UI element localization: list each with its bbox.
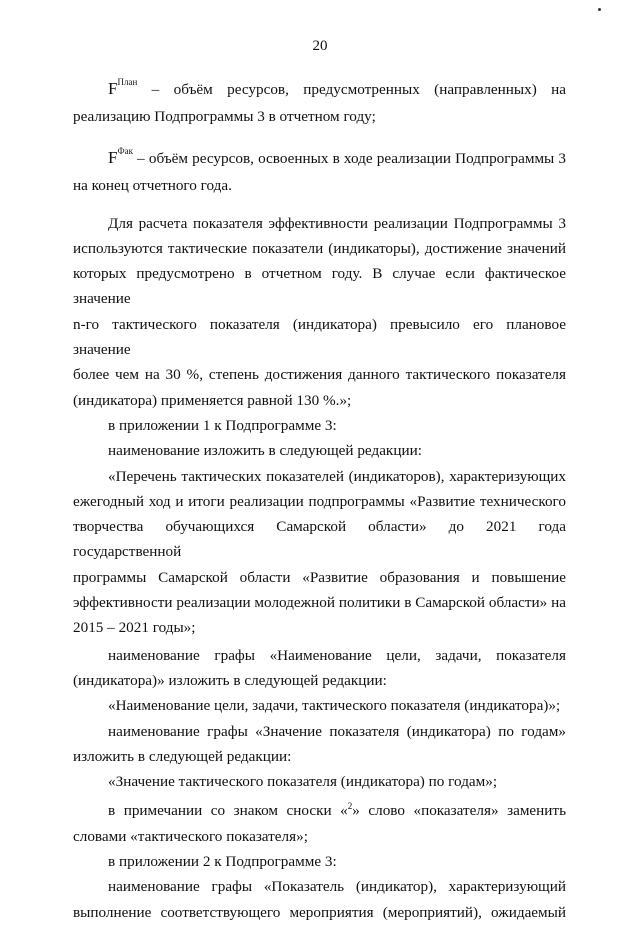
para2-line: программы Самарской области «Развитие образования и повышение xyxy=(73,568,566,586)
formula-fact-line1: $F^{Фак}$ – объём ресурсов, освоенных в ходе реализации Подпрограммы 3 xyxy=(108,146,567,168)
para3-line: наименование графы «Наименование цели, задачи, показателя xyxy=(108,646,566,664)
para3-line: (индикатора)» изложить в следующей редакции: xyxy=(73,671,387,689)
name1-line: наименование изложить в следующей редакции: xyxy=(108,442,422,460)
para1-line: более чем на 30 %, степень достижения данного тактического показателя xyxy=(73,366,566,384)
footnote-mark: 2 xyxy=(347,801,353,812)
appendix1-line: в приложении 1 к Подпрограмме 3: xyxy=(108,416,337,434)
formula-fact-line2: на конец отчетного года. xyxy=(73,177,232,195)
para5-line: в примечании со знаком сноски «$^2$» слово «показателя» заменить xyxy=(108,801,566,820)
para1-line: n-го тактического показателя (индикатора) превысило его плановое значение xyxy=(73,315,566,359)
formula-plan-line1: $F^{План}$ – объём ресурсов, предусмотренных (направленных) на xyxy=(108,77,567,98)
formula-superscript: Фак xyxy=(117,146,133,157)
para1-line: Для расчета показателя эффективности реализации Подпрограммы 3 xyxy=(108,214,566,232)
formula-plan-line2: реализацию Подпрограммы 3 в отчетном году; xyxy=(73,108,376,125)
scan-mark xyxy=(598,8,601,11)
para4-line: наименование графы «Значение показателя (индикатора) по годам» xyxy=(108,722,566,740)
document-body xyxy=(73,68,566,925)
page-number: 20 xyxy=(312,38,328,54)
para2-line: «Перечень тактических показателей (индикаторов), характеризующих xyxy=(108,467,566,485)
para5-line: словами «тактического показателя»; xyxy=(73,827,308,845)
para2-line: ежегодный ход и итоги реализации подпрограммы «Развитие технического xyxy=(73,492,566,510)
para2-line: творчества обучающихся Самарской области» до 2021 года государственной xyxy=(73,518,566,561)
formula-superscript: План xyxy=(117,77,138,87)
para1-line: используются тактические показатели (индикаторы), достижение значений xyxy=(73,239,566,257)
para2-line: 2015 – 2021 годы»; xyxy=(73,619,196,637)
para6-line: выполнение соответствующего мероприятия (мероприятий), ожидаемый xyxy=(73,903,566,921)
appendix2-line: в приложении 2 к Подпрограмме 3: xyxy=(108,853,337,871)
para4-line: изложить в следующей редакции: xyxy=(73,747,292,765)
para6-line: наименование графы «Показатель (индикатор), характеризующий xyxy=(108,878,566,896)
para1-line: (индикатора) применяется равной 130 %.»; xyxy=(73,391,352,409)
formula-symbol: F xyxy=(108,79,118,98)
quote1-line: «Наименование цели, задачи, тактического показателя (индикатора)»; xyxy=(108,697,561,715)
formula-symbol: F xyxy=(108,148,118,168)
para1-line: которых предусмотрено в отчетном году. В случае если фактическое значение xyxy=(73,265,566,308)
quote2-line: «Значение тактического показателя (индикатора) по годам»; xyxy=(108,773,498,791)
para2-line: эффективности реализации молодежной политики в Самарской области» на xyxy=(73,594,566,612)
